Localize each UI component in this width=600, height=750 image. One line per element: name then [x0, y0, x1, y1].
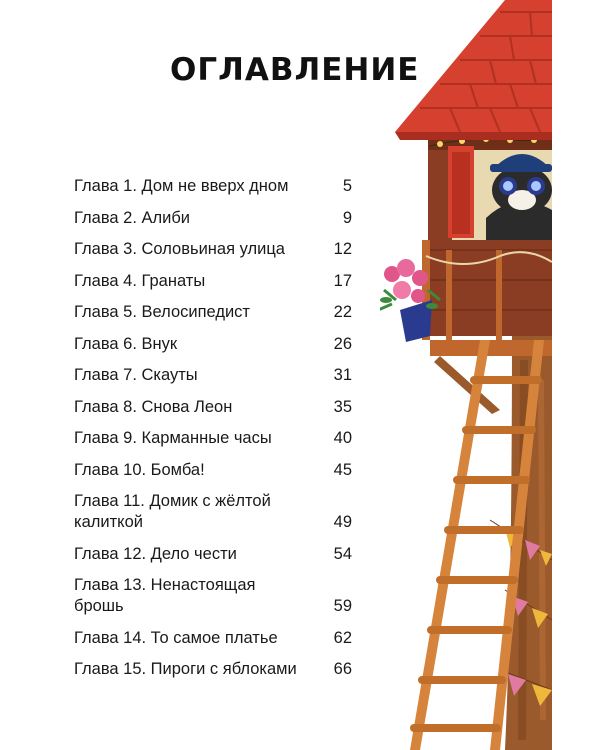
toc-chapter-title: Глава 4. Гранаты [74, 271, 206, 290]
toc-row-14[interactable] [74, 628, 352, 649]
toc-page-number: 26 [333, 334, 352, 353]
toc-row-15[interactable] [74, 659, 352, 680]
toc-page-number: 40 [333, 429, 352, 447]
toc-chapter-title: Глава 15. Пироги с яблоками [74, 660, 297, 678]
toc-chapter-title: Глава 5. Велосипедист [74, 303, 250, 321]
toc-row-6[interactable] [74, 334, 352, 355]
toc-chapter-title: Глава 3. Соловьиная улица [74, 240, 285, 258]
toc-page-number: 62 [333, 628, 352, 647]
toc-chapter-title: Глава 9. Карманные часы [74, 429, 272, 447]
toc-page-number: 31 [333, 366, 352, 384]
toc-chapter-title: Глава 7. Скауты [74, 366, 198, 384]
treehouse-roof [395, 0, 552, 140]
toc-row-13[interactable] [74, 575, 352, 617]
toc-chapter-title: Глава 11. Домик с жёлтой калиткой [74, 492, 271, 531]
toc-page-number: 45 [333, 460, 352, 479]
page-title: ОГЛАВЛЕНИЕ [170, 52, 420, 88]
toc-row-9[interactable] [74, 428, 352, 449]
toc-chapter-title: Глава 14. То самое платье [74, 628, 278, 647]
toc-row-12[interactable] [74, 544, 352, 565]
toc-row-5[interactable] [74, 302, 352, 323]
toc-row-3[interactable] [74, 239, 352, 260]
toc-row-11[interactable] [74, 491, 352, 533]
toc-page-number: 49 [333, 513, 352, 531]
toc-row-8[interactable] [74, 397, 352, 418]
toc-page-number: 66 [333, 660, 352, 678]
toc-row-2[interactable] [74, 208, 352, 229]
cat-detective [486, 154, 552, 240]
toc-page-number: 12 [333, 240, 352, 258]
toc-row-10[interactable] [74, 460, 352, 481]
toc-page-number: 22 [333, 303, 352, 321]
toc-chapter-title: Глава 12. Дело чести [74, 544, 237, 563]
toc-page-number: 5 [342, 177, 352, 195]
toc-chapter-title: Глава 6. Внук [74, 334, 178, 353]
toc-chapter-title: Глава 13. Ненастоящая брошь [74, 576, 256, 615]
toc-chapter-title: Глава 10. Бомба! [74, 460, 205, 479]
toc-row-4[interactable] [74, 271, 352, 292]
toc-chapter-title: Глава 8. Снова Леон [74, 397, 233, 416]
treehouse-illustration [380, 0, 600, 750]
toc-page-number: 17 [333, 271, 352, 290]
toc-page-number: 59 [333, 597, 352, 615]
toc-chapter-title: Глава 2. Алиби [74, 208, 191, 227]
toc-page-number: 9 [342, 208, 352, 227]
toc-chapter-title: Глава 1. Дом не вверх дном [74, 177, 289, 195]
toc-page-number: 54 [333, 544, 352, 563]
toc-row-1[interactable] [74, 176, 352, 197]
toc-row-7[interactable] [74, 365, 352, 386]
table-of-contents [74, 176, 352, 691]
toc-page-number: 35 [333, 397, 352, 416]
